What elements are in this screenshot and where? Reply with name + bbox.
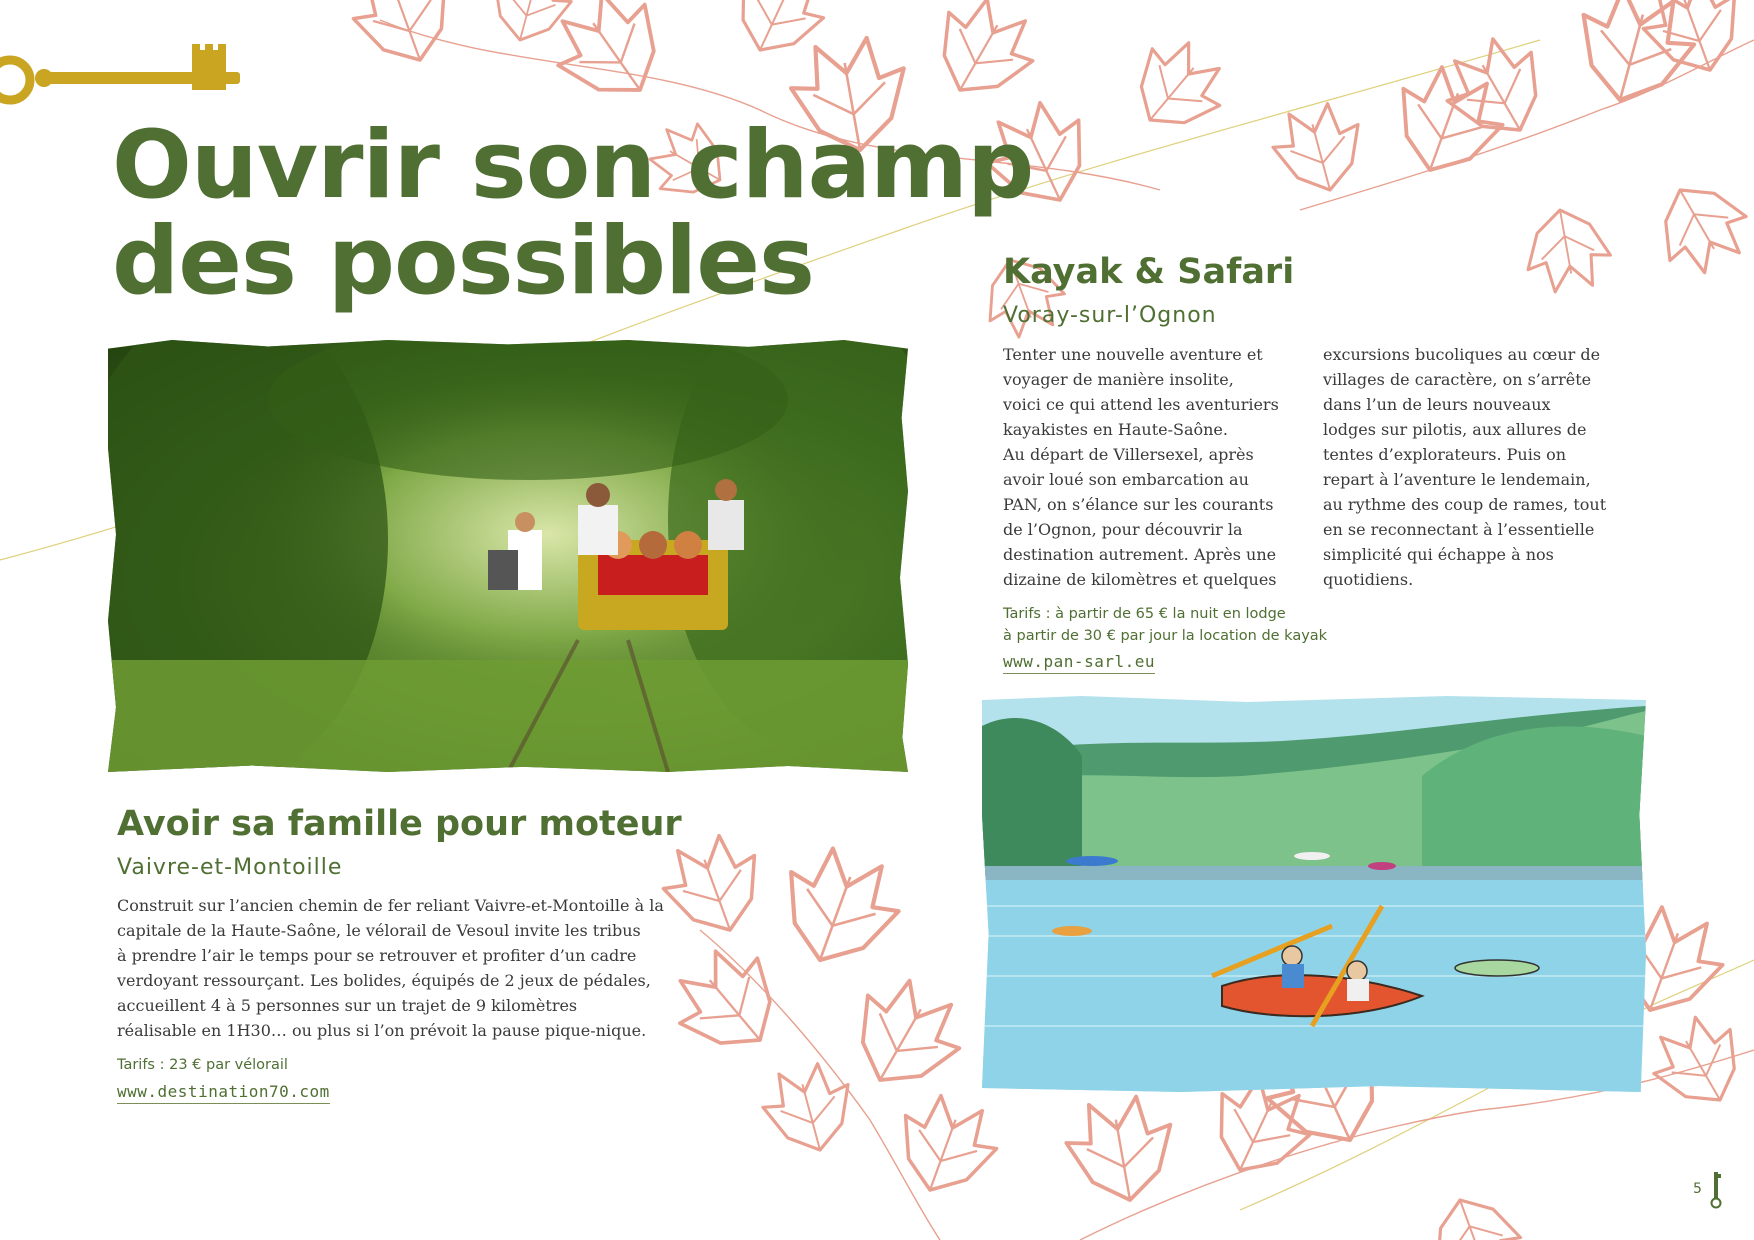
text-line: excursions bucoliques au cœur de [1323, 345, 1601, 364]
text-line: repart à l’aventure le lendemain, [1323, 470, 1591, 489]
text-line: dizaine de kilomètres et quelques [1003, 570, 1277, 589]
page-title [112, 111, 1034, 316]
text-line: Au départ de Villersexel, après [1003, 445, 1254, 464]
text-line: kayakistes en Haute-Saône. [1003, 420, 1228, 439]
page-number: 5 [1693, 1181, 1702, 1197]
kayak-tarifs [1003, 603, 1327, 647]
velorail-text [117, 893, 664, 1043]
tarif-line: à partir de 30 € par jour la location de kayak [1003, 628, 1328, 644]
text-line: à prendre l’air le temps pour se retrouver et profiter d’un cadre [117, 946, 637, 965]
velorail-location: Vaivre-et-Montoille [117, 855, 343, 880]
velorail-heading: Avoir sa famille pour moteur [117, 804, 682, 844]
text-line: lodges sur pilotis, aux allures de [1323, 420, 1587, 439]
text-line: Tenter une nouvelle aventure et [1003, 345, 1263, 364]
text-line: PAN, on s’élance sur les courants [1003, 495, 1274, 514]
kayak-illustration [982, 696, 1646, 1092]
page-title-line-2: des possibles [112, 207, 814, 316]
kayak-heading: Kayak & Safari [1003, 252, 1295, 292]
velorail-photo [108, 340, 908, 772]
velorail-tarifs [117, 1054, 288, 1076]
text-line: tentes d’explorateurs. Puis on [1323, 445, 1567, 464]
text-line: réalisable en 1H30… ou plus si l’on prévoit la pause pique-nique. [117, 1021, 647, 1040]
kayak-website-link[interactable]: www.pan-sarl.eu [1003, 652, 1155, 674]
kayak-location: Voray-sur-l’Ognon [1003, 303, 1217, 328]
tarif-line: Tarifs : à partir de 65 € la nuit en lodge [1003, 606, 1286, 622]
text-line: Construit sur l’ancien chemin de fer reliant Vaivre-et-Montoille à la [117, 896, 664, 915]
key-small-icon [1709, 1170, 1723, 1210]
kayak-text-column-2 [1323, 342, 1606, 592]
text-line: quotidiens. [1323, 570, 1414, 589]
text-line: en se reconnectant à l’essentielle [1323, 520, 1595, 539]
text-line: accueillent 4 à 5 personnes sur un trajet de 9 kilomètres [117, 996, 578, 1015]
text-line: villages de caractère, on s’arrête [1323, 370, 1592, 389]
tarif-line: Tarifs : 23 € par vélorail [117, 1057, 288, 1073]
key-icon [0, 40, 250, 120]
kayak-text-column-1 [1003, 342, 1279, 592]
text-line: destination autrement. Après une [1003, 545, 1277, 564]
velorail-website-link[interactable]: www.destination70.com [117, 1082, 330, 1104]
text-line: avoir loué son embarcation au [1003, 470, 1249, 489]
page-title-line-1: Ouvrir son champ [112, 111, 1034, 220]
text-line: simplicité qui échappe à nos [1323, 545, 1554, 564]
text-line: de l’Ognon, pour découvrir la [1003, 520, 1243, 539]
text-line: voici ce qui attend les aventuriers [1003, 395, 1279, 414]
text-line: verdoyant ressourçant. Les bolides, équipés de 2 jeux de pédales, [117, 971, 651, 990]
text-line: au rythme des coup de rames, tout [1323, 495, 1607, 514]
text-line: capitale de la Haute-Saône, le vélorail de Vesoul invite les tribus [117, 921, 641, 940]
text-line: voyager de manière insolite, [1003, 370, 1234, 389]
text-line: dans l’un de leurs nouveaux [1323, 395, 1551, 414]
